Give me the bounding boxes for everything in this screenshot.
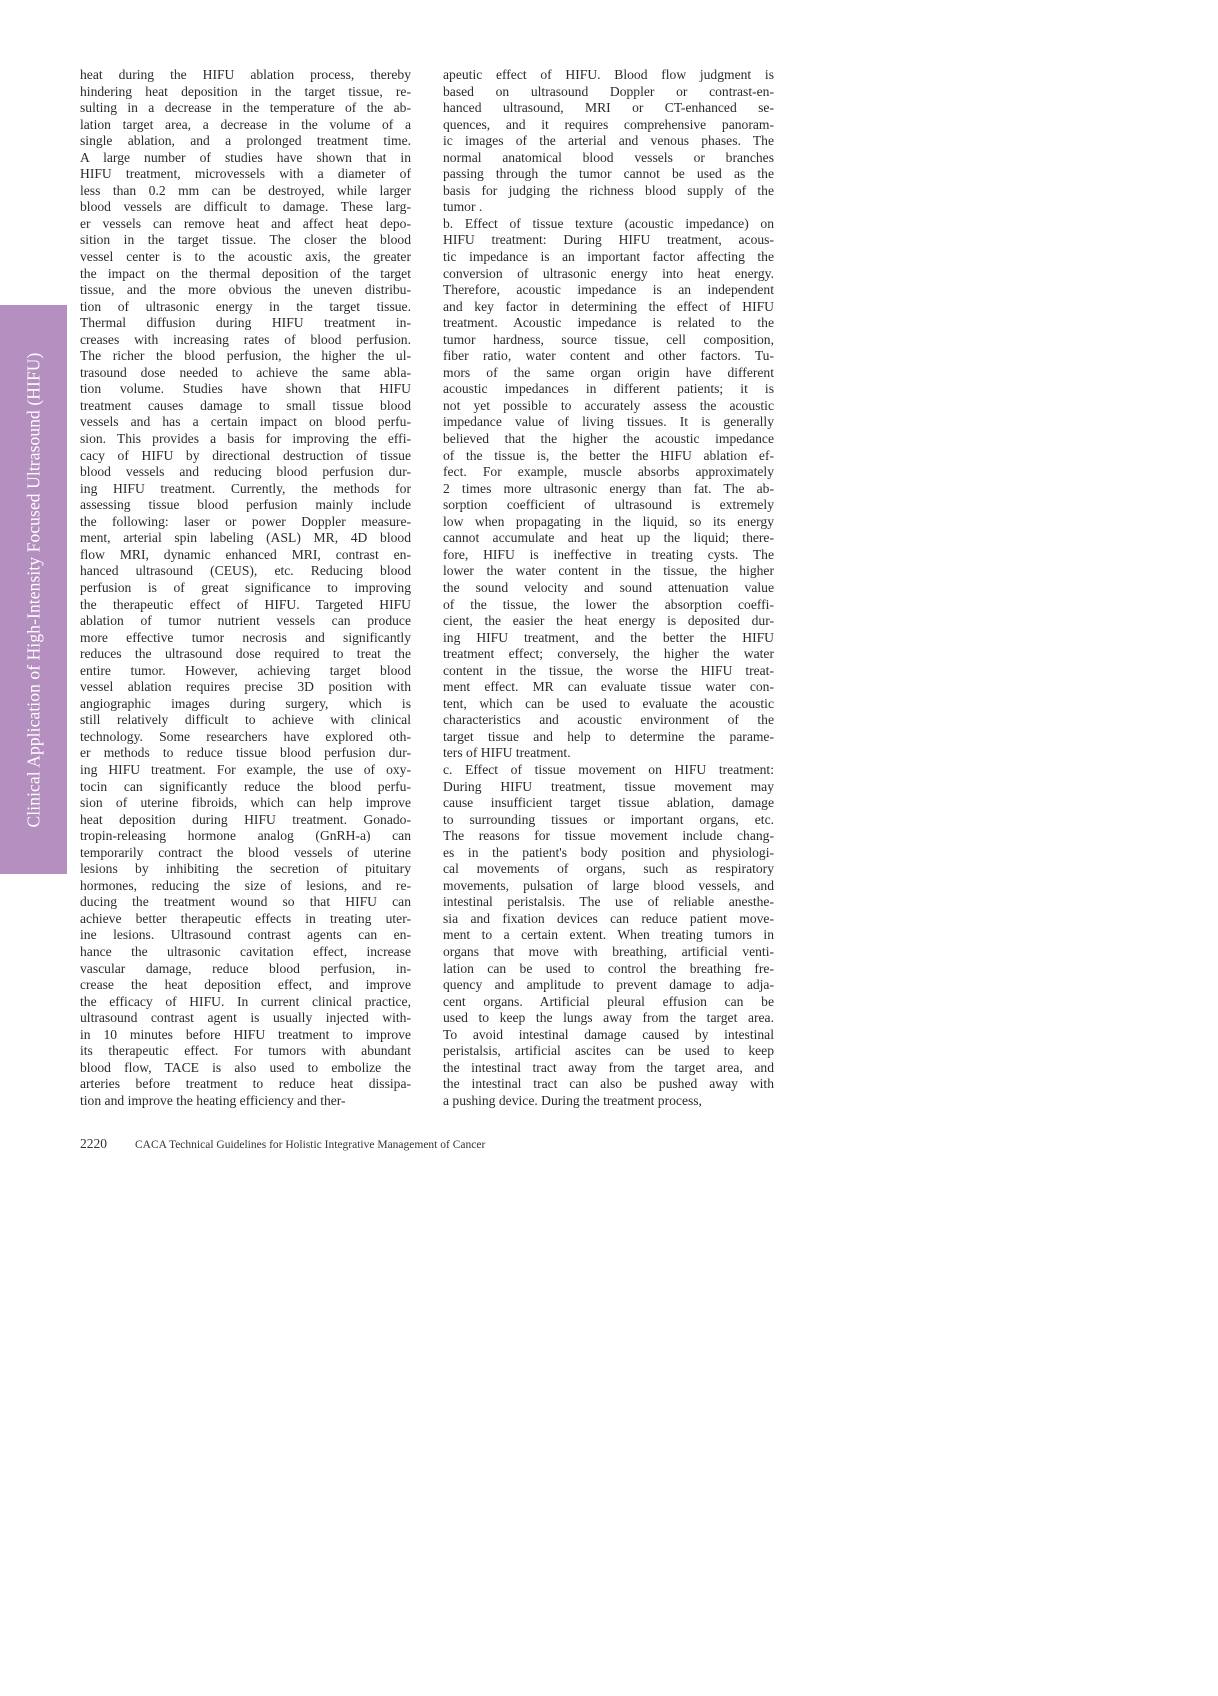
text-line: sion of uterine fibroids, which can help improve	[80, 795, 411, 811]
text-line: treatment causes damage to small tissue blood	[80, 397, 411, 413]
text-line: hindering heat deposition in the target tissue, re-	[80, 83, 411, 99]
text-line: temporarily contract the blood vessels of uterine	[80, 844, 411, 860]
text-line: perfusion is of great significance to improving	[80, 579, 411, 595]
text-line: The reasons for tissue movement include chang-	[443, 828, 774, 844]
text-line: blood vessels are difficult to damage. These larg-	[80, 199, 411, 215]
text-line: HIFU treatment, microvessels with a diameter of	[80, 166, 411, 182]
text-line: creases with increasing rates of blood perfusion.	[80, 331, 411, 347]
text-line: Thermal diffusion during HIFU treatment in-	[80, 315, 411, 331]
text-line: low when propagating in the liquid, so its energy	[443, 513, 774, 529]
text-line: achieve better therapeutic effects in treating uter-	[80, 910, 411, 926]
text-line: The richer the blood perfusion, the higher the ul-	[80, 348, 411, 364]
text-line: hanced ultrasound (CEUS), etc. Reducing blood	[80, 563, 411, 579]
text-line: er vessels can remove heat and affect heat depo-	[80, 215, 411, 231]
text-line: er methods to reduce tissue blood perfusion dur-	[80, 745, 411, 761]
text-line: tion and improve the heating efficiency and ther-	[80, 1092, 346, 1108]
text-line: angiographic images during surgery, which is	[80, 695, 411, 711]
page-footer	[80, 1136, 485, 1152]
text-line: the sound velocity and sound attenuation value	[443, 579, 774, 595]
text-line: the therapeutic effect of HIFU. Targeted HIFU	[80, 596, 411, 612]
text-line: sia and fixation devices can reduce patient move-	[443, 910, 774, 926]
text-line: cannot accumulate and heat up the liquid; there-	[443, 530, 774, 546]
text-line: vessel center is to the acoustic axis, the greater	[80, 249, 411, 265]
text-line: content in the tissue, the worse the HIFU treat-	[443, 662, 774, 678]
text-line: arteries before treatment to reduce heat dissipa-	[80, 1076, 411, 1092]
text-line: acoustic impedances in different patients; it is	[443, 381, 774, 397]
text-line: believed that the higher the acoustic impedance	[443, 431, 774, 447]
text-line: tumor .	[443, 199, 483, 215]
text-line: ic images of the arterial and venous phases. The	[443, 133, 774, 149]
text-line: hanced ultrasound, MRI or CT-enhanced se-	[443, 100, 774, 116]
text-line: ing HIFU treatment. For example, the use of oxy-	[80, 761, 411, 777]
text-line: the impact on the thermal deposition of the target	[80, 265, 411, 281]
text-line: entire tumor. However, achieving target blood	[80, 662, 411, 678]
text-line: crease the heat deposition effect, and improve	[80, 977, 411, 993]
text-line: cient, the easier the heat energy is deposited dur-	[443, 613, 774, 629]
text-line: es in the patient's body position and physiologi-	[443, 844, 774, 860]
text-line: conversion of ultrasonic energy into heat energy.	[443, 265, 774, 281]
text-line: still relatively difficult to achieve with clinical	[80, 712, 411, 728]
text-line: tissue, and the more obvious the uneven distribu-	[80, 282, 411, 298]
text-line: heat during the HIFU ablation process, thereby	[80, 67, 411, 82]
text-line: quences, and it requires comprehensive panoram-	[443, 116, 774, 132]
text-line: single ablation, and a prolonged treatment time.	[80, 133, 411, 149]
text-line: ters of HIFU treatment.	[443, 745, 571, 761]
text-line: tumor hardness, source tissue, cell composition,	[443, 331, 774, 347]
side-tab-title: Clinical Application of High-Intensity Focused Ultrasound (HIFU)	[23, 352, 43, 827]
text-line: not yet possible to accurately assess the acoustic	[443, 397, 774, 413]
text-line: sulting in a decrease in the temperature of the ab-	[80, 100, 411, 116]
text-line: technology. Some researchers have explored oth-	[80, 728, 411, 744]
text-line: a pushing device. During the treatment process,	[443, 1092, 702, 1108]
text-line: cacy of HIFU by directional destruction of tissue	[80, 447, 411, 463]
text-line: cent organs. Artificial pleural effusion can be	[443, 993, 774, 1009]
text-line: of the tissue, the lower the absorption coeffi-	[443, 596, 774, 612]
text-line: of the tissue is, the better the HIFU ablation ef-	[443, 447, 774, 463]
text-line: c. Effect of tissue movement on HIFU treatment:	[443, 761, 774, 777]
text-line: sion. This provides a basis for improving the effi-	[80, 431, 411, 447]
text-line: ablation of tumor nutrient vessels can produce	[80, 613, 411, 629]
text-line: ment effect. MR can evaluate tissue water con-	[443, 679, 774, 695]
text-line: the intestinal tract can also be pushed away with	[443, 1076, 774, 1092]
text-line: normal anatomical blood vessels or branches	[443, 149, 774, 165]
text-line: movements, pulsation of large blood vessels, and	[443, 877, 774, 893]
text-line: quency and amplitude to prevent damage to adja-	[443, 977, 774, 993]
text-line: used to keep the lungs away from the target area.	[443, 1010, 774, 1026]
text-line: the following: laser or power Doppler measure-	[80, 513, 411, 529]
text-line: ment, arterial spin labeling (ASL) MR, 4D blood	[80, 530, 411, 546]
text-line: the intestinal tract away from the target area, and	[443, 1059, 774, 1075]
text-line: vessel ablation requires precise 3D position with	[80, 679, 411, 695]
text-line: treatment. Acoustic impedance is related to the	[443, 315, 774, 331]
text-line: vessels and has a certain impact on blood perfu-	[80, 414, 411, 430]
text-line: passing through the tumor cannot be used as the	[443, 166, 774, 182]
text-line: in 10 minutes before HIFU treatment to improve	[80, 1026, 411, 1042]
text-line: 2 times more ultrasonic energy than fat. The ab-	[443, 480, 774, 496]
text-line: lation can be used to control the breathing fre-	[443, 960, 774, 976]
text-line: target tissue and help to determine the parame-	[443, 728, 774, 744]
text-line: tion volume. Studies have shown that HIFU	[80, 381, 411, 397]
text-line: assessing tissue blood perfusion mainly include	[80, 497, 411, 513]
text-line: heat deposition during HIFU treatment. Gonado-	[80, 811, 411, 827]
text-line: impedance value of living tissues. It is generally	[443, 414, 774, 430]
text-line: A large number of studies have shown that in	[80, 149, 411, 165]
text-line: peristalsis, artificial ascites can be used to keep	[443, 1043, 774, 1059]
text-line: sorption coefficient of ultrasound is extremely	[443, 497, 774, 513]
text-line: tropin-releasing hormone analog (GnRH-a) can	[80, 828, 411, 844]
side-tab	[0, 305, 67, 874]
text-line: lation target area, a decrease in the volume of a	[80, 116, 411, 132]
text-line: fect. For example, muscle absorbs approximately	[443, 464, 774, 480]
text-line: fiber ratio, water content and other factors. Tu-	[443, 348, 774, 364]
page-number: 2220	[80, 1136, 107, 1151]
text-line: b. Effect of tissue texture (acoustic impedance) on	[443, 215, 774, 231]
text-line: characteristics and acoustic environment of the	[443, 712, 774, 728]
text-line: HIFU treatment: During HIFU treatment, acous-	[443, 232, 774, 248]
text-line: lower the water content in the tissue, the higher	[443, 563, 774, 579]
text-line: sition in the target tissue. The closer the blood	[80, 232, 411, 248]
text-line: organs that move with breathing, artificial venti-	[443, 943, 774, 959]
text-line: cause insufficient target tissue ablation, damage	[443, 795, 774, 811]
text-line: and key factor in determining the effect of HIFU	[443, 298, 774, 314]
text-line: lesions by inhibiting the secretion of pituitary	[80, 861, 411, 877]
text-line: flow MRI, dynamic enhanced MRI, contrast en-	[80, 546, 411, 562]
text-line: mors of the same organ origin have different	[443, 364, 774, 380]
text-line: basis for judging the richness blood supply of the	[443, 182, 774, 198]
text-line: cal movements of organs, such as respiratory	[443, 861, 774, 877]
text-line: ine lesions. Ultrasound contrast agents can en-	[80, 927, 411, 943]
text-line: treatment effect; conversely, the higher the water	[443, 646, 774, 662]
journal-title: CACA Technical Guidelines for Holistic Integrative Management of Cancer	[135, 1139, 486, 1151]
text-line: ducing the treatment wound so that HIFU can	[80, 894, 411, 910]
text-line: tocin can significantly reduce the blood perfu-	[80, 778, 411, 794]
text-line: During HIFU treatment, tissue movement may	[443, 778, 774, 794]
right-text-column	[443, 67, 774, 1109]
text-line: fore, HIFU is ineffective in treating cysts. The	[443, 546, 774, 562]
text-line: vascular damage, reduce blood perfusion, in-	[80, 960, 411, 976]
text-line: intestinal peristalsis. The use of reliable anesthe-	[443, 894, 774, 910]
text-line: tent, which can be used to evaluate the acoustic	[443, 695, 774, 711]
text-line: more effective tumor necrosis and significantly	[80, 629, 411, 645]
text-line: to surrounding tissues or important organs, etc.	[443, 811, 774, 827]
text-line: less than 0.2 mm can be destroyed, while larger	[80, 182, 411, 198]
text-line: based on ultrasound Doppler or contrast-en-	[443, 83, 774, 99]
text-line: tion of ultrasonic energy in the target tissue.	[80, 298, 411, 314]
text-line: ment to a certain extent. When treating tumors in	[443, 927, 774, 943]
text-line: ing HIFU treatment, and the better the HIFU	[443, 629, 774, 645]
text-line: ing HIFU treatment. Currently, the methods for	[80, 480, 411, 496]
text-line: reduces the ultrasound dose required to treat the	[80, 646, 411, 662]
text-line: its therapeutic effect. For tumors with abundant	[80, 1043, 411, 1059]
text-line: blood vessels and reducing blood perfusion dur-	[80, 464, 411, 480]
text-line: apeutic effect of HIFU. Blood flow judgment is	[443, 67, 774, 82]
text-line: trasound dose needed to achieve the same abla-	[80, 364, 411, 380]
left-text-column	[80, 67, 411, 1109]
text-line: blood flow, TACE is also used to embolize the	[80, 1059, 411, 1075]
text-line: tic impedance is an important factor affecting the	[443, 249, 774, 265]
text-line: ultrasound contrast agent is usually injected with-	[80, 1010, 411, 1026]
text-line: the efficacy of HIFU. In current clinical practice,	[80, 993, 411, 1009]
text-line: hance the ultrasonic cavitation effect, increase	[80, 943, 411, 959]
text-line: hormones, reducing the size of lesions, and re-	[80, 877, 411, 893]
text-line: To avoid intestinal damage caused by intestinal	[443, 1026, 774, 1042]
text-line: Therefore, acoustic impedance is an independent	[443, 282, 774, 298]
